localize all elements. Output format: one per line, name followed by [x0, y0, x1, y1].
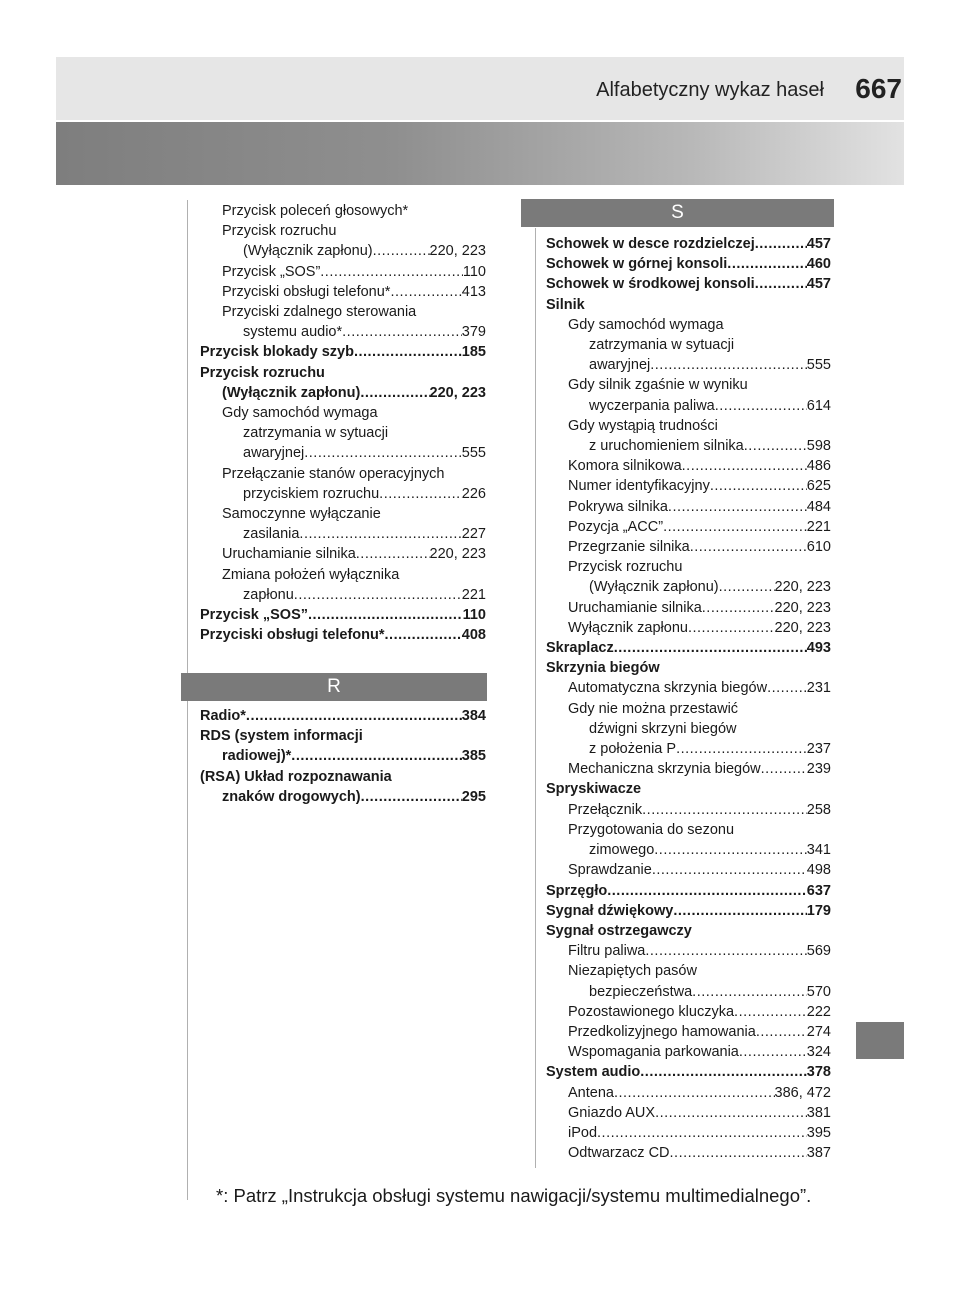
- dot-leader: [767, 678, 807, 698]
- entry-term: znaków drogowych): [222, 788, 361, 805]
- entry-page-ref: 222: [806, 1003, 831, 1020]
- entry-term: Przyciski obsługi telefonu*: [200, 627, 385, 644]
- index-entry: [546, 638, 831, 658]
- dot-leader: [755, 234, 807, 254]
- index-entry: [200, 241, 486, 261]
- right-column-rule: [535, 228, 536, 1168]
- dot-leader: [360, 383, 429, 403]
- entry-term: Przycisk „SOS”: [222, 263, 321, 280]
- dot-leader: [756, 1022, 807, 1042]
- entry-page-ref: 395: [806, 1124, 831, 1141]
- entry-term: Sygnał ostrzegawczy: [546, 922, 692, 939]
- entry-term: Schowek w środkowej konsoli: [546, 276, 755, 293]
- entry-term: Przycisk poleceń głosowych*: [222, 203, 409, 219]
- entry-term: systemu audio*: [243, 324, 343, 341]
- entry-term: przyciskiem rozruchu: [243, 485, 380, 502]
- entry-page-ref: 220, 223: [774, 579, 831, 596]
- entry-term: (Wyłącznik zapłonu): [222, 384, 361, 401]
- entry-page-ref: 226: [461, 485, 486, 502]
- entry-page-ref: 239: [806, 761, 831, 778]
- index-entry: [200, 565, 486, 585]
- entry-term: Pozostawionego kluczyka: [568, 1003, 735, 1020]
- dot-leader: [342, 322, 462, 342]
- dot-leader: [614, 638, 807, 658]
- entry-term: Numer identyfikacyjny: [568, 478, 710, 495]
- entry-term: Schowek w górnej konsoli: [546, 256, 728, 273]
- entry-page-ref: 460: [806, 256, 831, 273]
- dot-leader: [655, 1103, 807, 1123]
- entry-page-ref: 625: [806, 478, 831, 495]
- entry-term: Odtwarzacz CD: [568, 1145, 670, 1162]
- dot-leader: [390, 282, 461, 302]
- dot-leader: [291, 746, 462, 766]
- dot-leader: [673, 901, 806, 921]
- index-entry: [200, 706, 486, 726]
- section-header-s: S: [521, 199, 834, 227]
- index-entry: [546, 497, 831, 517]
- dot-leader: [682, 456, 807, 476]
- entry-page-ref: 384: [461, 708, 486, 724]
- entry-term: Antena: [568, 1084, 614, 1101]
- dot-leader: [715, 396, 807, 416]
- dot-leader: [654, 840, 807, 860]
- entry-page-ref: 408: [461, 627, 486, 644]
- entry-term: Radio*: [200, 708, 246, 724]
- index-entry: [546, 375, 831, 395]
- index-entry: [546, 840, 831, 860]
- entry-term: Przycisk rozruchu: [568, 559, 683, 576]
- entry-term: Gniazdo AUX: [568, 1104, 656, 1121]
- entry-page-ref: 220, 223: [774, 599, 831, 616]
- dot-leader: [356, 544, 430, 564]
- index-entry: [200, 746, 486, 766]
- decorative-gradient-band: [56, 122, 904, 185]
- entry-page-ref: 385: [461, 748, 486, 765]
- entry-page-ref: 110: [462, 263, 486, 280]
- index-entry: [546, 315, 831, 335]
- entry-term: Przegrzanie silnika: [568, 539, 690, 556]
- index-entry: [546, 881, 831, 901]
- index-entry: [200, 726, 486, 746]
- entry-page-ref: 610: [806, 539, 831, 556]
- entry-term: Wspomagania parkowania: [568, 1044, 739, 1061]
- entry-term: Przyciski obsługi telefonu*: [222, 283, 391, 300]
- dot-leader: [734, 1002, 807, 1022]
- dot-leader: [597, 1123, 807, 1143]
- entry-term: Gdy nie można przestawić: [568, 700, 739, 717]
- dot-leader: [304, 443, 462, 463]
- dot-leader: [719, 577, 775, 597]
- entry-term: Przygotowania do sezonu: [568, 821, 735, 838]
- dot-leader: [652, 860, 807, 880]
- index-entry: [546, 355, 831, 375]
- entry-page-ref: 598: [806, 438, 831, 455]
- dot-leader: [668, 497, 807, 517]
- index-entry: [200, 363, 486, 383]
- dot-leader: [663, 517, 807, 537]
- entry-term: zatrzymania w sytuacji: [243, 425, 389, 442]
- entry-term: Skraplacz: [546, 640, 614, 657]
- entry-page-ref: 457: [806, 236, 831, 252]
- dot-leader: [385, 625, 462, 645]
- entry-page-ref: 457: [806, 276, 831, 293]
- entry-page-ref: 413: [461, 283, 486, 300]
- entry-page-ref: 220, 223: [429, 384, 486, 401]
- entry-term: Pokrywa silnika: [568, 498, 668, 515]
- index-entry: [200, 464, 486, 484]
- entry-term: zasilania: [243, 526, 300, 543]
- dot-leader: [294, 585, 462, 605]
- dot-leader: [670, 1143, 807, 1163]
- index-entry: [200, 322, 486, 342]
- index-entry: [200, 262, 486, 282]
- entry-term: Silnik: [546, 296, 585, 313]
- index-entry: [546, 254, 831, 274]
- entry-page-ref: 231: [806, 680, 831, 697]
- entry-page-ref: 498: [806, 862, 831, 879]
- index-entry: [546, 699, 831, 719]
- index-entry: [546, 436, 831, 456]
- index-column-left-r: [200, 706, 486, 807]
- entry-term: Gdy wystąpią trudności: [568, 417, 718, 434]
- entry-term: Gdy samochód wymaga: [568, 316, 724, 333]
- index-entry: [200, 544, 486, 564]
- dot-leader: [361, 787, 462, 807]
- index-entry: [200, 767, 486, 787]
- page-section-title: Alfabetyczny wykaz haseł: [596, 79, 824, 101]
- entry-term: z uruchomieniem silnika: [589, 438, 744, 455]
- index-entry: [546, 1042, 831, 1062]
- index-entry: [546, 860, 831, 880]
- entry-term: Automatyczna skrzynia biegów: [568, 680, 768, 697]
- index-entry: [546, 759, 831, 779]
- entry-term: Schowek w desce rozdzielczej: [546, 236, 755, 252]
- entry-page-ref: 221: [806, 518, 831, 535]
- index-entry: [546, 598, 831, 618]
- entry-term: Sprzęgło: [546, 882, 608, 899]
- index-entry: [546, 658, 831, 678]
- dot-leader: [607, 881, 807, 901]
- index-entry: [200, 504, 486, 524]
- dot-leader: [755, 274, 807, 294]
- index-entry: [546, 1002, 831, 1022]
- entry-page-ref: 324: [806, 1044, 831, 1061]
- index-entry: [546, 335, 831, 355]
- dot-leader: [373, 241, 430, 261]
- entry-page-ref: 555: [461, 445, 486, 462]
- entry-term: awaryjnej: [243, 445, 305, 462]
- dot-leader: [650, 355, 807, 375]
- index-entry: [200, 423, 486, 443]
- dot-leader: [692, 982, 807, 1002]
- dot-leader: [739, 1042, 807, 1062]
- index-entry: [546, 517, 831, 537]
- entry-page-ref: 493: [806, 640, 831, 657]
- index-entry: [200, 201, 486, 221]
- entry-page-ref: 386, 472: [774, 1084, 831, 1101]
- dot-leader: [727, 254, 807, 274]
- entry-page-ref: 614: [806, 397, 831, 414]
- entry-page-ref: 258: [806, 801, 831, 818]
- entry-page-ref: 387: [806, 1145, 831, 1162]
- entry-page-ref: 274: [806, 1023, 831, 1040]
- dot-leader: [761, 759, 807, 779]
- dot-leader: [320, 262, 463, 282]
- index-entry: [200, 221, 486, 241]
- index-entry: [546, 1022, 831, 1042]
- entry-term: Mechaniczna skrzynia biegów: [568, 761, 761, 778]
- entry-term: awaryjnej: [589, 357, 651, 374]
- index-entry: [546, 820, 831, 840]
- entry-page-ref: 379: [461, 324, 486, 341]
- index-entry: [546, 295, 831, 315]
- entry-term: Przełącznik: [568, 801, 643, 818]
- entry-term: iPod: [568, 1124, 598, 1141]
- entry-term: Sygnał dźwiękowy: [546, 902, 674, 919]
- dot-leader: [308, 605, 463, 625]
- entry-term: Przedkolizyjnego hamowania: [568, 1023, 756, 1040]
- dot-leader: [702, 598, 775, 618]
- dot-leader: [614, 1083, 775, 1103]
- index-entry: [546, 800, 831, 820]
- entry-page-ref: 341: [806, 842, 831, 859]
- index-entry: [200, 484, 486, 504]
- index-entry: [546, 1062, 831, 1082]
- entry-term: Wyłącznik zapłonu: [568, 619, 688, 636]
- index-entry: [200, 443, 486, 463]
- index-entry: [200, 625, 486, 645]
- index-entry: [546, 739, 831, 759]
- dot-leader: [642, 800, 807, 820]
- entry-term: radiowej)*: [222, 748, 292, 765]
- entry-term: dźwigni skrzyni biegów: [589, 720, 737, 737]
- dot-leader: [645, 941, 806, 961]
- entry-term: Komora silnikowa: [568, 458, 682, 475]
- dot-leader: [354, 342, 462, 362]
- entry-term: Zmiana położeń wyłącznika: [222, 566, 400, 583]
- entry-term: zapłonu: [243, 586, 294, 603]
- index-entry: [546, 557, 831, 577]
- dot-leader: [688, 618, 775, 638]
- entry-term: Przycisk rozruchu: [222, 223, 337, 240]
- entry-term: z położenia P: [589, 741, 677, 758]
- index-entry: [200, 524, 486, 544]
- index-entry: [546, 274, 831, 294]
- entry-term: wyczerpania paliwa: [589, 397, 715, 414]
- entry-page-ref: 637: [806, 882, 831, 899]
- index-entry: [200, 282, 486, 302]
- chapter-tab-marker: [856, 1022, 904, 1059]
- index-entry: [546, 1103, 831, 1123]
- entry-page-ref: 237: [806, 741, 831, 758]
- index-entry: [546, 456, 831, 476]
- index-entry: [200, 383, 486, 403]
- entry-page-ref: 227: [461, 526, 486, 543]
- entry-term: Przycisk blokady szyb: [200, 344, 354, 361]
- entry-term: zatrzymania w sytuacji: [589, 337, 735, 354]
- index-entry: [546, 1143, 831, 1163]
- entry-page-ref: 570: [806, 983, 831, 1000]
- entry-term: zimowego: [589, 842, 655, 859]
- entry-term: Przełączanie stanów operacyjnych: [222, 465, 445, 482]
- index-entry: [546, 719, 831, 739]
- dot-leader: [744, 436, 807, 456]
- section-header-r: R: [181, 673, 487, 701]
- entry-page-ref: 110: [462, 607, 486, 624]
- index-entry: [546, 779, 831, 799]
- page-number: 667: [855, 73, 902, 104]
- entry-page-ref: 185: [461, 344, 486, 361]
- index-entry: [200, 342, 486, 362]
- entry-term: Niezapiętych pasów: [568, 963, 697, 980]
- index-entry: [200, 787, 486, 807]
- index-entry: [546, 396, 831, 416]
- entry-page-ref: 569: [806, 943, 831, 960]
- index-entry: [200, 403, 486, 423]
- entry-page-ref: 484: [806, 498, 831, 515]
- index-entry: [546, 537, 831, 557]
- index-entry: [546, 416, 831, 436]
- dot-leader: [710, 476, 807, 496]
- index-column-left-top: [200, 201, 486, 645]
- index-entry: [200, 605, 486, 625]
- footnote: *: Patrz „Instrukcja obsługi systemu nawigacji/systemu multimedialnego”.: [216, 1185, 812, 1206]
- dot-leader: [246, 706, 462, 726]
- index-entry: [546, 678, 831, 698]
- entry-term: Uruchamianie silnika: [222, 546, 356, 563]
- entry-page-ref: 381: [806, 1104, 831, 1121]
- index-entry: [546, 234, 831, 254]
- entry-term: (Wyłącznik zapłonu): [243, 243, 373, 260]
- index-entry: [546, 961, 831, 981]
- index-entry: [546, 577, 831, 597]
- entry-page-ref: 295: [461, 788, 486, 805]
- entry-term: RDS (system informacji: [200, 728, 363, 745]
- entry-term: Sprawdzanie: [568, 862, 652, 879]
- entry-term: System audio: [546, 1064, 641, 1081]
- entry-term: Gdy samochód wymaga: [222, 405, 378, 422]
- entry-page-ref: 378: [806, 1064, 831, 1081]
- entry-term: Filtru paliwa: [568, 943, 646, 960]
- entry-page-ref: 220, 223: [774, 619, 831, 636]
- index-column-right-s: [546, 234, 831, 1163]
- entry-term: Przyciski zdalnego sterowania: [222, 304, 417, 321]
- entry-term: Uruchamianie silnika: [568, 599, 702, 616]
- entry-term: Spryskiwacze: [546, 781, 642, 798]
- dot-leader: [379, 484, 462, 504]
- dot-leader: [676, 739, 807, 759]
- entry-page-ref: 220, 223: [429, 546, 486, 563]
- index-entry: [546, 901, 831, 921]
- index-entry: [546, 1083, 831, 1103]
- entry-term: (RSA) Układ rozpoznawania: [200, 768, 392, 785]
- dot-leader: [640, 1062, 807, 1082]
- dot-leader: [690, 537, 807, 557]
- entry-page-ref: 486: [806, 458, 831, 475]
- entry-page-ref: 220, 223: [429, 243, 486, 260]
- index-entry: [546, 476, 831, 496]
- entry-term: bezpieczeństwa: [589, 983, 693, 1000]
- entry-term: Samoczynne wyłączanie: [222, 506, 381, 523]
- index-entry: [546, 1123, 831, 1143]
- index-entry: [200, 302, 486, 322]
- entry-term: Gdy silnik zgaśnie w wyniku: [568, 377, 748, 394]
- index-entry: [546, 618, 831, 638]
- entry-page-ref: 221: [461, 586, 486, 603]
- index-entry: [546, 982, 831, 1002]
- entry-term: Przycisk „SOS”: [200, 607, 308, 624]
- entry-term: Skrzynia biegów: [546, 660, 660, 677]
- entry-term: Przycisk rozruchu: [200, 364, 325, 381]
- entry-term: Pozycja „ACC”: [568, 518, 664, 535]
- entry-term: (Wyłącznik zapłonu): [589, 579, 719, 596]
- index-entry: [546, 921, 831, 941]
- index-entry: [200, 585, 486, 605]
- entry-page-ref: 179: [806, 902, 831, 919]
- entry-page-ref: 555: [806, 357, 831, 374]
- dot-leader: [299, 524, 461, 544]
- index-entry: [546, 941, 831, 961]
